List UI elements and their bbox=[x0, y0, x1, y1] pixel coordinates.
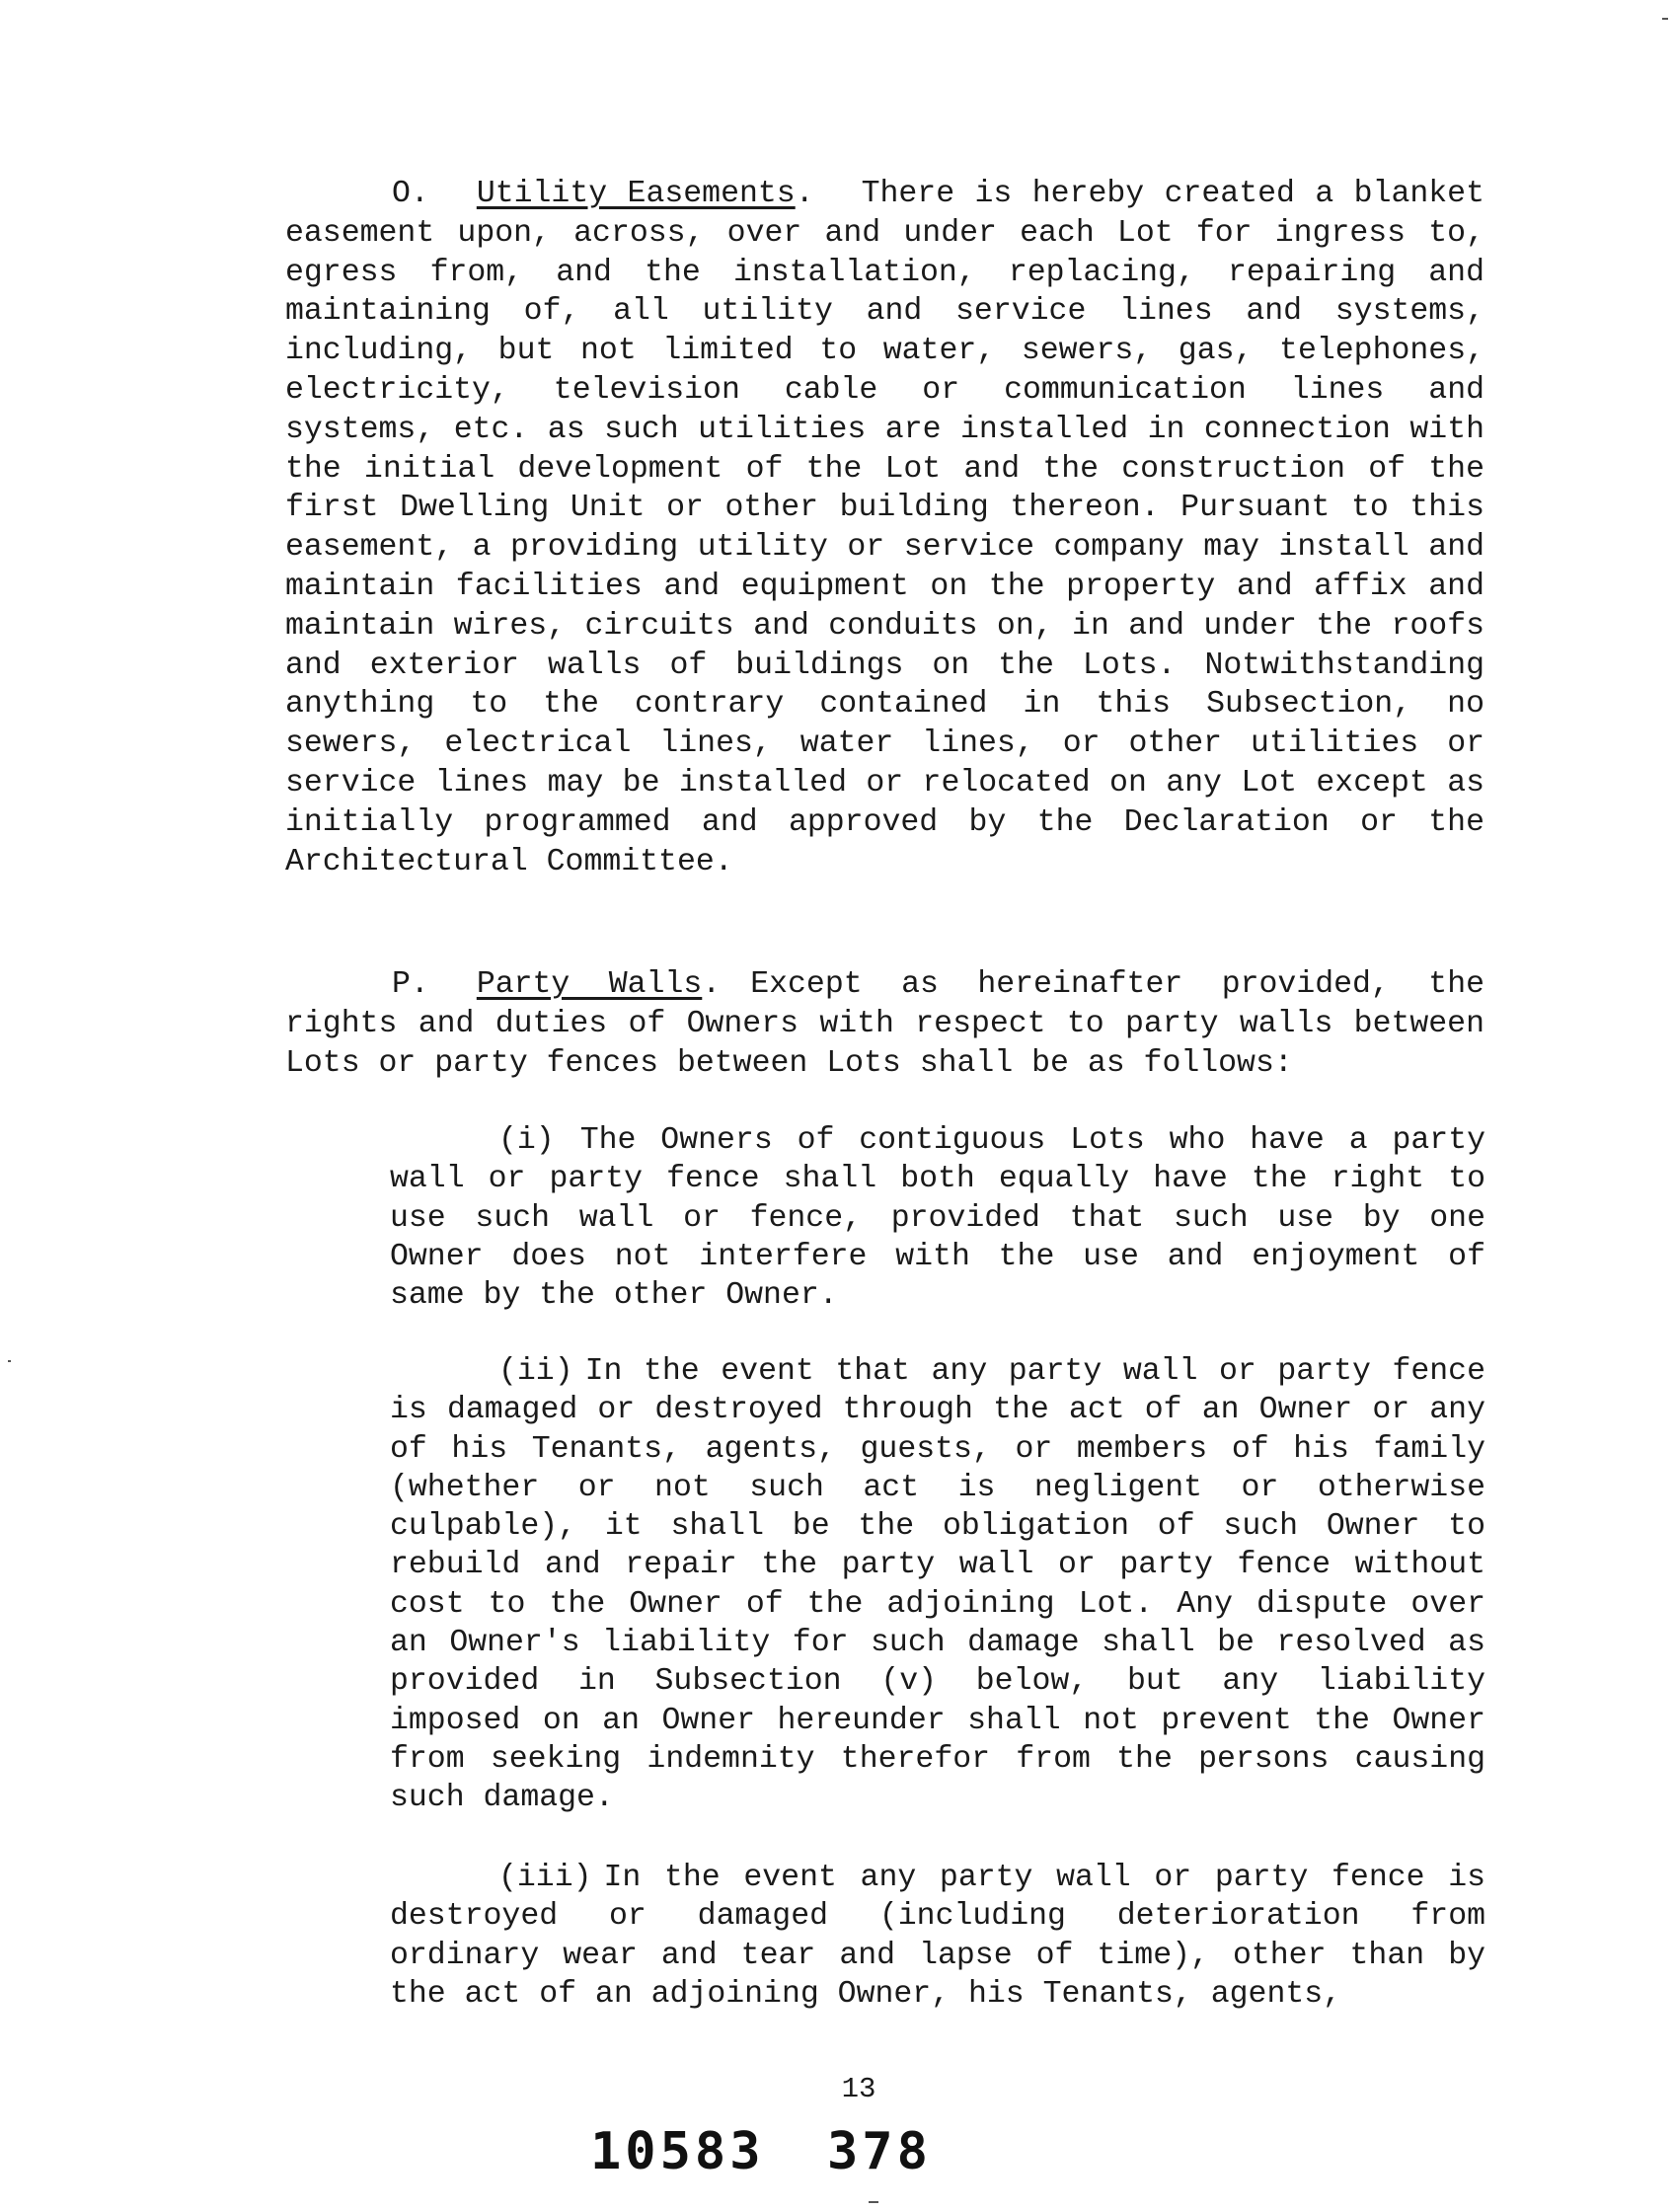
section-o-heading: Utility Easements bbox=[476, 177, 796, 211]
scan-speck bbox=[8, 1360, 11, 1362]
section-o-body: There is hereby created a blanket easement upon, across, over and under each Lot for ingress to, egress from, and the installation, replacing, repairing and maintaining of, all utility and service lines and systems, including, but not limited to water, sewers, gas, telephones, electricity, television cable or communication lines and systems, etc. as such utilities are installed in connection with the initial development of the Lot and the construction of the first Dwelling Unit or other building thereon. Pursuant to this easement, a providing utility or service company may install and maintain facilities and equipment on the property and affix and maintain wires, circuits and conduits on, in and under the roofs and exterior walls of buildings on the Lots. Notwithstanding anything to the contrary contained in this Subsection, no sewers, electrical lines, water lines, or other utilities or service lines may be installed or relocated on any Lot except as initially programmed and approved by the Declaration or the Architectural Committee. bbox=[285, 177, 1484, 879]
subsection-ii-label: (ii) bbox=[498, 1354, 573, 1389]
recording-book-number: 10583 bbox=[590, 2122, 765, 2181]
subsection-iii bbox=[390, 1859, 1485, 2014]
section-party-walls: P. Party Walls. Except as hereinafter provided, the rights and duties of Owners with respect to party walls between Lots or party fences between Lots shall be as follows: bbox=[285, 967, 1484, 1081]
section-utility-easements: O. Utility Easements. There is hereby created a blanket easement upon, across, over and under each Lot for ingress to, egress from, and the installation, replacing, repairing and maintaining of, all utility and service lines and systems, including, but not limited to water, sewers, gas, telephones, electricity, television cable or communication lines and systems, etc. as such utilities are installed in connection with the initial development of the Lot and the construction of the first Dwelling Unit or other building thereon. Pursuant to this easement, a providing utility or service company may install and maintain facilities and equipment on the property and affix and maintain wires, circuits and conduits on, in and under the roofs and exterior walls of buildings on the Lots. Notwithstanding anything to the contrary contained in this Subsection, no sewers, electrical lines, water lines, or other utilities or service lines may be installed or relocated on any Lot except as initially programmed and approved by the Declaration or the Architectural Committee. bbox=[285, 177, 1484, 879]
subsection-ii-text: In the event that any party wall or party fence is damaged or destroyed through the act of an Owner or any of his Tenants, agents, guests, or members of his family (whether or not such act is negligent or otherwise culpable), it shall be the obligation of such Owner to rebuild and repair the party wall or party fence without cost to the Owner of the adjoining Lot. Any dispute over an Owner's liability for such damage shall be resolved as provided in Subsection (v) below, but any liability imposed on an Owner hereunder shall not prevent the Owner from seeking indemnity therefor from the persons causing such damage. bbox=[390, 1354, 1485, 1816]
section-p-letter: P. bbox=[392, 967, 429, 1002]
scan-speck bbox=[1662, 18, 1668, 20]
section-p-body: Except as hereinafter provided, the rights and duties of Owners with respect to party walls between Lots or party fences between Lots shall be as follows: bbox=[285, 967, 1484, 1081]
subsection-i bbox=[390, 1121, 1485, 1315]
subsection-i-label: (i) bbox=[498, 1123, 555, 1158]
section-p-heading: Party Walls bbox=[476, 967, 703, 1002]
recording-page-number: 378 bbox=[827, 2122, 932, 2181]
section-o-letter: O. bbox=[392, 177, 429, 211]
scan-speck bbox=[869, 2201, 878, 2203]
subsection-ii bbox=[390, 1352, 1485, 1818]
subsection-iii-text: In the event any party wall or party fence is destroyed or damaged (including deterioration from ordinary wear and tear and lapse of time), other than by the act of an adjoining Owner, his Tenants, agents, bbox=[390, 1861, 1485, 2012]
subsection-i-text: The Owners of contiguous Lots who have a party wall or party fence shall both equally have the right to use such wall or fence, provided that such use by one Owner does not interfere with the use and enjoyment of same by the other Owner. bbox=[390, 1123, 1485, 1314]
subsection-iii-label: (iii) bbox=[498, 1861, 592, 1895]
page-number: 13 bbox=[841, 2073, 876, 2105]
